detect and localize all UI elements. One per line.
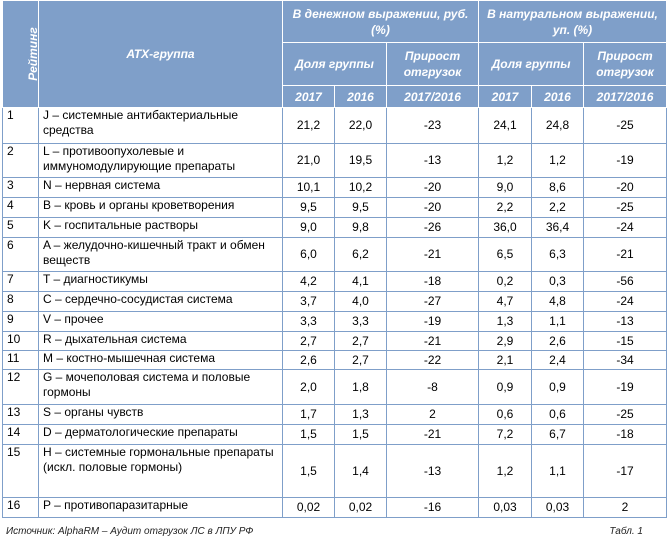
natural-2017-cell: 2,2 xyxy=(479,198,532,218)
monetary-period-header: 2017/2016 xyxy=(387,86,479,108)
natural-2016-header: 2016 xyxy=(532,86,584,108)
group-cell: L – противоопухолевые и иммуномодулирующие препараты xyxy=(39,144,283,178)
monetary-2016-cell: 9,8 xyxy=(335,218,387,238)
natural-growth-cell: -17 xyxy=(584,445,667,498)
rank-cell: 9 xyxy=(3,312,39,332)
group-cell: R – дыхательная система xyxy=(39,332,283,351)
natural-2017-cell: 2,9 xyxy=(479,332,532,351)
natural-2017-cell: 4,7 xyxy=(479,292,532,312)
monetary-growth-cell: -22 xyxy=(387,351,479,370)
monetary-growth-cell: -27 xyxy=(387,292,479,312)
monetary-2017-header: 2017 xyxy=(283,86,335,108)
natural-2016-cell: 0,3 xyxy=(532,272,584,292)
rank-cell: 1 xyxy=(3,108,39,144)
monetary-2016-cell: 19,5 xyxy=(335,144,387,178)
natural-2016-cell: 1,2 xyxy=(532,144,584,178)
monetary-2017-cell: 21,2 xyxy=(283,108,335,144)
natural-growth-cell: -21 xyxy=(584,238,667,272)
table-row xyxy=(3,332,667,351)
monetary-2017-cell: 3,7 xyxy=(283,292,335,312)
rank-cell: 4 xyxy=(3,198,39,218)
group-cell: J – системные антибактериальные средства xyxy=(39,108,283,144)
monetary-2016-cell: 0,02 xyxy=(335,498,387,518)
monetary-2017-cell: 9,0 xyxy=(283,218,335,238)
natural-growth-cell: -56 xyxy=(584,272,667,292)
monetary-2017-cell: 4,2 xyxy=(283,272,335,292)
group-cell: M – костно-мышечная система xyxy=(39,351,283,370)
natural-growth-cell: -25 xyxy=(584,198,667,218)
group-cell: S – органы чувств xyxy=(39,405,283,425)
rank-header-label: Рейтинг xyxy=(25,27,40,81)
table-row xyxy=(3,218,667,238)
natural-2016-cell: 0,03 xyxy=(532,498,584,518)
natural-growth-cell: 2 xyxy=(584,498,667,518)
monetary-2017-cell: 6,0 xyxy=(283,238,335,272)
monetary-2017-cell: 1,5 xyxy=(283,425,335,445)
natural-2017-cell: 0,9 xyxy=(479,370,532,405)
group-cell: G – мочеполовая система и половые гормоны xyxy=(39,370,283,405)
rank-cell: 10 xyxy=(3,332,39,351)
table-row xyxy=(3,370,667,405)
monetary-growth-cell: -13 xyxy=(387,144,479,178)
natural-2017-cell: 9,0 xyxy=(479,178,532,198)
natural-2016-cell: 6,7 xyxy=(532,425,584,445)
group-cell: A – желудочно-кишечный тракт и обмен веществ xyxy=(39,238,283,272)
natural-2017-cell: 7,2 xyxy=(479,425,532,445)
group-cell: T – диагностикумы xyxy=(39,272,283,292)
table-row xyxy=(3,178,667,198)
monetary-2016-header: 2016 xyxy=(335,86,387,108)
monetary-2017-cell: 0,02 xyxy=(283,498,335,518)
natural-2017-cell: 24,1 xyxy=(479,108,532,144)
natural-growth-cell: -24 xyxy=(584,292,667,312)
monetary-growth-cell: -13 xyxy=(387,445,479,498)
table-row xyxy=(3,238,667,272)
monetary-growth-cell: 2 xyxy=(387,405,479,425)
natural-2017-cell: 0,03 xyxy=(479,498,532,518)
monetary-growth-cell: -20 xyxy=(387,198,479,218)
rank-cell: 12 xyxy=(3,370,39,405)
table-row xyxy=(3,198,667,218)
natural-2017-cell: 1,2 xyxy=(479,144,532,178)
natural-2016-cell: 36,4 xyxy=(532,218,584,238)
natural-2016-cell: 4,8 xyxy=(532,292,584,312)
natural-2017-cell: 6,5 xyxy=(479,238,532,272)
monetary-growth-cell: -21 xyxy=(387,332,479,351)
natural-2016-cell: 6,3 xyxy=(532,238,584,272)
table-label: Табл. 1 xyxy=(609,526,643,537)
table-row xyxy=(3,405,667,425)
rank-column-header xyxy=(3,1,39,108)
monetary-growth-cell: -8 xyxy=(387,370,479,405)
rank-cell: 16 xyxy=(3,498,39,518)
natural-growth-cell: -13 xyxy=(584,312,667,332)
monetary-growth-header: Прирост отгрузок xyxy=(387,43,479,86)
group-cell: H – системные гормональные препараты (искл. половые гормоны) xyxy=(39,445,283,498)
natural-2017-cell: 2,1 xyxy=(479,351,532,370)
monetary-growth-cell: -21 xyxy=(387,425,479,445)
natural-2017-cell: 0,2 xyxy=(479,272,532,292)
natural-2017-cell: 0,6 xyxy=(479,405,532,425)
natural-2016-cell: 24,8 xyxy=(532,108,584,144)
natural-2017-cell: 1,3 xyxy=(479,312,532,332)
table-row xyxy=(3,425,667,445)
rank-cell: 13 xyxy=(3,405,39,425)
monetary-2016-cell: 22,0 xyxy=(335,108,387,144)
table-row xyxy=(3,272,667,292)
rank-cell: 14 xyxy=(3,425,39,445)
natural-share-header: Доля группы xyxy=(479,43,584,86)
monetary-header: В денежном выражении, руб. (%) xyxy=(283,1,479,43)
monetary-2017-cell: 3,3 xyxy=(283,312,335,332)
monetary-growth-cell: -23 xyxy=(387,108,479,144)
group-cell: V – прочее xyxy=(39,312,283,332)
natural-growth-cell: -34 xyxy=(584,351,667,370)
rank-cell: 7 xyxy=(3,272,39,292)
natural-2017-cell: 36,0 xyxy=(479,218,532,238)
natural-growth-cell: -19 xyxy=(584,144,667,178)
monetary-growth-cell: -19 xyxy=(387,312,479,332)
natural-2016-cell: 2,2 xyxy=(532,198,584,218)
natural-2016-cell: 0,6 xyxy=(532,405,584,425)
natural-growth-cell: -25 xyxy=(584,405,667,425)
monetary-growth-cell: -16 xyxy=(387,498,479,518)
group-cell: K – госпитальные растворы xyxy=(39,218,283,238)
natural-period-header: 2017/2016 xyxy=(584,86,667,108)
monetary-2016-cell: 2,7 xyxy=(335,332,387,351)
rank-cell: 15 xyxy=(3,445,39,498)
rank-cell: 2 xyxy=(3,144,39,178)
monetary-2017-cell: 10,1 xyxy=(283,178,335,198)
group-cell: P – противопаразитарные xyxy=(39,498,283,518)
monetary-growth-cell: -26 xyxy=(387,218,479,238)
monetary-2017-cell: 2,6 xyxy=(283,351,335,370)
monetary-2016-cell: 1,4 xyxy=(335,445,387,498)
table-row xyxy=(3,108,667,144)
monetary-growth-cell: -20 xyxy=(387,178,479,198)
monetary-share-header: Доля группы xyxy=(283,43,387,86)
monetary-2016-cell: 1,5 xyxy=(335,425,387,445)
group-cell: D – дерматологические препараты xyxy=(39,425,283,445)
atx-table xyxy=(2,0,667,518)
natural-2017-header: 2017 xyxy=(479,86,532,108)
rank-cell: 6 xyxy=(3,238,39,272)
natural-header: В натуральном выражении, уп. (%) xyxy=(479,1,667,43)
monetary-2016-cell: 1,3 xyxy=(335,405,387,425)
monetary-2017-cell: 21,0 xyxy=(283,144,335,178)
rank-cell: 5 xyxy=(3,218,39,238)
monetary-2016-cell: 4,1 xyxy=(335,272,387,292)
natural-growth-cell: -15 xyxy=(584,332,667,351)
monetary-growth-cell: -21 xyxy=(387,238,479,272)
table-row xyxy=(3,144,667,178)
table-row xyxy=(3,292,667,312)
table-row xyxy=(3,445,667,498)
group-cell: B – кровь и органы кроветворения xyxy=(39,198,283,218)
monetary-2016-cell: 1,8 xyxy=(335,370,387,405)
natural-growth-cell: -25 xyxy=(584,108,667,144)
monetary-2016-cell: 10,2 xyxy=(335,178,387,198)
natural-2017-cell: 1,2 xyxy=(479,445,532,498)
natural-2016-cell: 2,4 xyxy=(532,351,584,370)
monetary-2017-cell: 2,0 xyxy=(283,370,335,405)
natural-growth-cell: -19 xyxy=(584,370,667,405)
monetary-2016-cell: 9,5 xyxy=(335,198,387,218)
natural-growth-cell: -20 xyxy=(584,178,667,198)
rank-cell: 3 xyxy=(3,178,39,198)
atx-table-body xyxy=(3,108,667,518)
natural-2016-cell: 0,9 xyxy=(532,370,584,405)
natural-2016-cell: 2,6 xyxy=(532,332,584,351)
natural-growth-cell: -18 xyxy=(584,425,667,445)
rank-cell: 8 xyxy=(3,292,39,312)
table-row xyxy=(3,312,667,332)
monetary-2016-cell: 4,0 xyxy=(335,292,387,312)
monetary-2017-cell: 9,5 xyxy=(283,198,335,218)
monetary-2017-cell: 1,5 xyxy=(283,445,335,498)
natural-2016-cell: 1,1 xyxy=(532,312,584,332)
table-row xyxy=(3,351,667,370)
natural-growth-header: Прирост отгрузок xyxy=(584,43,667,86)
source-note: Источник: AlphaRM – Аудит отгрузок ЛС в ЛПУ РФ xyxy=(6,526,254,537)
natural-2016-cell: 1,1 xyxy=(532,445,584,498)
monetary-2017-cell: 2,7 xyxy=(283,332,335,351)
monetary-2016-cell: 6,2 xyxy=(335,238,387,272)
rank-cell: 11 xyxy=(3,351,39,370)
group-cell: N – нервная система xyxy=(39,178,283,198)
natural-growth-cell: -24 xyxy=(584,218,667,238)
monetary-growth-cell: -18 xyxy=(387,272,479,292)
atx-group-column-header: АТХ-группа xyxy=(39,1,283,108)
monetary-2017-cell: 1,7 xyxy=(283,405,335,425)
monetary-2016-cell: 3,3 xyxy=(335,312,387,332)
group-cell: C – сердечно-сосудистая система xyxy=(39,292,283,312)
natural-2016-cell: 8,6 xyxy=(532,178,584,198)
table-row xyxy=(3,498,667,518)
monetary-2016-cell: 2,7 xyxy=(335,351,387,370)
